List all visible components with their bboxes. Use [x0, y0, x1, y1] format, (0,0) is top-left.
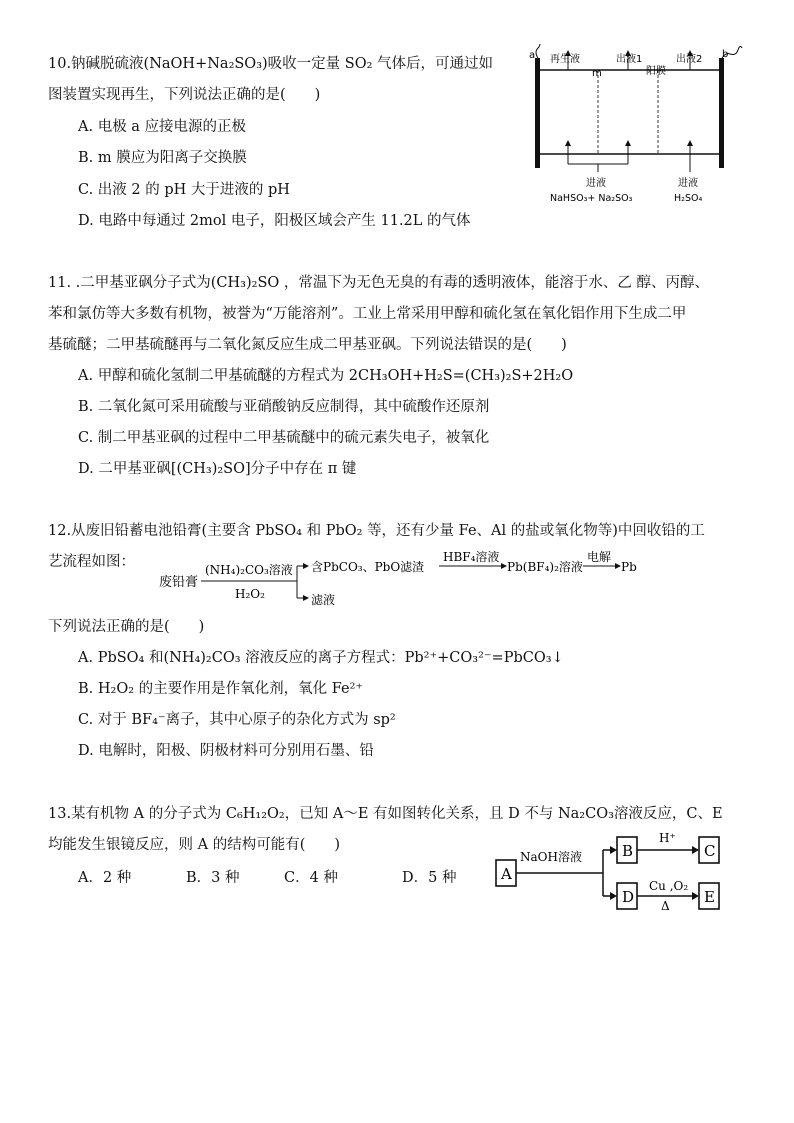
label-in1: 进液	[586, 178, 606, 189]
flow-reagent-top: (NH₄)₂CO₃溶液	[205, 563, 293, 577]
q13-stem-line2: 均能发生银镜反应，则 A 的结构可能有( )	[48, 837, 341, 853]
q10-stem-line1: 10.钠碱脱硫液(NaOH+Na₂SO₃)吸收一定量 SO₂ 气体后，可通过如	[48, 56, 494, 72]
box-a-label: A	[501, 865, 512, 883]
q12-option-b: B. H₂O₂ 的主要作用是作氧化剂，氧化 Fe²⁺	[78, 681, 364, 697]
q12-stem-line3: 下列说法正确的是( )	[48, 619, 205, 635]
flow-filtrate: 滤液	[311, 593, 336, 607]
q11-stem-line1: 11. .二甲基亚砜分子式为(CH₃)₂SO ，常温下为无色无臭的有毒的透明液体，能溶于水、乙 醇、丙醇、	[48, 275, 709, 291]
flow-product2: Pb(BF₄)₂溶液	[507, 560, 583, 574]
label-in2-sub: H₂SO₄	[674, 193, 703, 204]
q11-stem-line3: 基硫醚；二甲基硫醚再与二氧化氮反应生成二甲基亚砜。下列说法错误的是( )	[48, 337, 567, 353]
label-out2: 出液2	[676, 54, 703, 65]
q11-option-c: C. 制二甲基亚砜的过程中二甲基硫醚中的硫元素失电子，被氧化	[78, 430, 490, 446]
scheme-acid: H⁺	[659, 831, 676, 845]
q10-option-b: B. m 膜应为阳离子交换膜	[78, 150, 247, 166]
q12-stem-line2: 艺流程如图：	[48, 554, 135, 570]
q12-option-c: C. 对于 BF₄⁻离子，其中心原子的杂化方式为 sp²	[78, 712, 396, 728]
q10-option-d: D. 电路中每通过 2mol 电子，阳极区域会产生 11.2L 的气体	[78, 213, 471, 229]
q11-option-d: D. 二甲基亚砜[(CH₃)₂SO]分子中存在 π 键	[78, 461, 357, 477]
q13-choice-a: A．2 种	[78, 870, 132, 886]
q10-option-c: C. 出液 2 的 pH 大于进液的 pH	[78, 182, 290, 198]
scheme-reagent: NaOH溶液	[520, 850, 582, 864]
flow-start: 废铅膏	[159, 575, 199, 590]
q13-choice-b: B．3 种	[186, 870, 240, 886]
q10-stem-line2: 图装置实现再生，下列说法正确的是( )	[48, 87, 321, 103]
box-b-label: B	[622, 842, 634, 860]
q11-option-b: B. 二氧化氮可采用硫酸与亚硝酸钠反应制得，其中硫酸作还原剂	[78, 399, 490, 415]
label-cation-membrane: 阳膜	[646, 66, 666, 77]
electrolysis-cell-diagram	[510, 44, 746, 212]
label-in1-sub: NaHSO₃+ Na₂SO₃	[550, 193, 633, 204]
q13-stem-line1: 13.某有机物 A 的分子式为 C₆H₁₂O₂，已知 A～E 有如图转化关系，且 D 不与 Na₂CO₃溶液反应，C、E	[48, 806, 723, 822]
scheme-oxidant: Cu ,O₂	[649, 879, 689, 893]
q12-option-d: D. 电解时，阳极、阴极材料可分别用石墨、铅	[78, 743, 374, 759]
label-m: m	[592, 68, 602, 79]
q13-choice-c: C．4 种	[284, 870, 338, 886]
q13-choices	[78, 866, 478, 888]
label-b: b	[722, 49, 729, 60]
electrode-b	[719, 58, 724, 168]
label-a: a	[529, 50, 536, 61]
q13-choice-d: D．5 种	[402, 870, 457, 886]
flow-reagent-bottom: H₂O₂	[235, 587, 265, 601]
box-c-label: C	[704, 842, 716, 860]
flow-product3: Pb	[621, 560, 637, 574]
box-d-label: D	[622, 888, 635, 906]
q12-option-a: A. PbSO₄ 和(NH₄)₂CO₃ 溶液反应的离子方程式：Pb²⁺+CO₃²⁻=PbCO₃↓	[78, 650, 564, 666]
electrode-a	[535, 58, 540, 168]
flow-reagent3: 电解	[587, 550, 612, 564]
box-e-label: E	[704, 888, 715, 906]
q11-stem-line2: 苯和氯仿等大多数有机物，被誉为“万能溶剂”。工业上常采用甲醇和硫化氢在氧化铝作用下生成二甲	[48, 306, 687, 322]
flow-product1: 含PbCO₃、PbO滤渣	[311, 560, 425, 574]
q12-stem-line1: 12.从废旧铅蓄电池铅膏(主要含 PbSO₄ 和 PbO₂ 等，还有少量 Fe、Al 的盐或氧化物等)中回收铅的工	[48, 523, 705, 539]
reaction-scheme	[493, 828, 725, 914]
label-out1: 出液1	[616, 54, 643, 65]
q11-option-a: A. 甲醇和硫化氢制二甲基硫醚的方程式为 2CH₃OH+H₂S=(CH₃)₂S+2H₂O	[78, 368, 574, 384]
scheme-heat: Δ	[661, 899, 670, 913]
flow-reagent2: HBF₄溶液	[443, 550, 500, 564]
process-flow-diagram	[155, 548, 645, 610]
q10-option-a: A. 电极 a 应接电源的正极	[78, 119, 247, 135]
label-in2: 进液	[678, 178, 698, 189]
label-regen: 再生液	[550, 54, 580, 65]
